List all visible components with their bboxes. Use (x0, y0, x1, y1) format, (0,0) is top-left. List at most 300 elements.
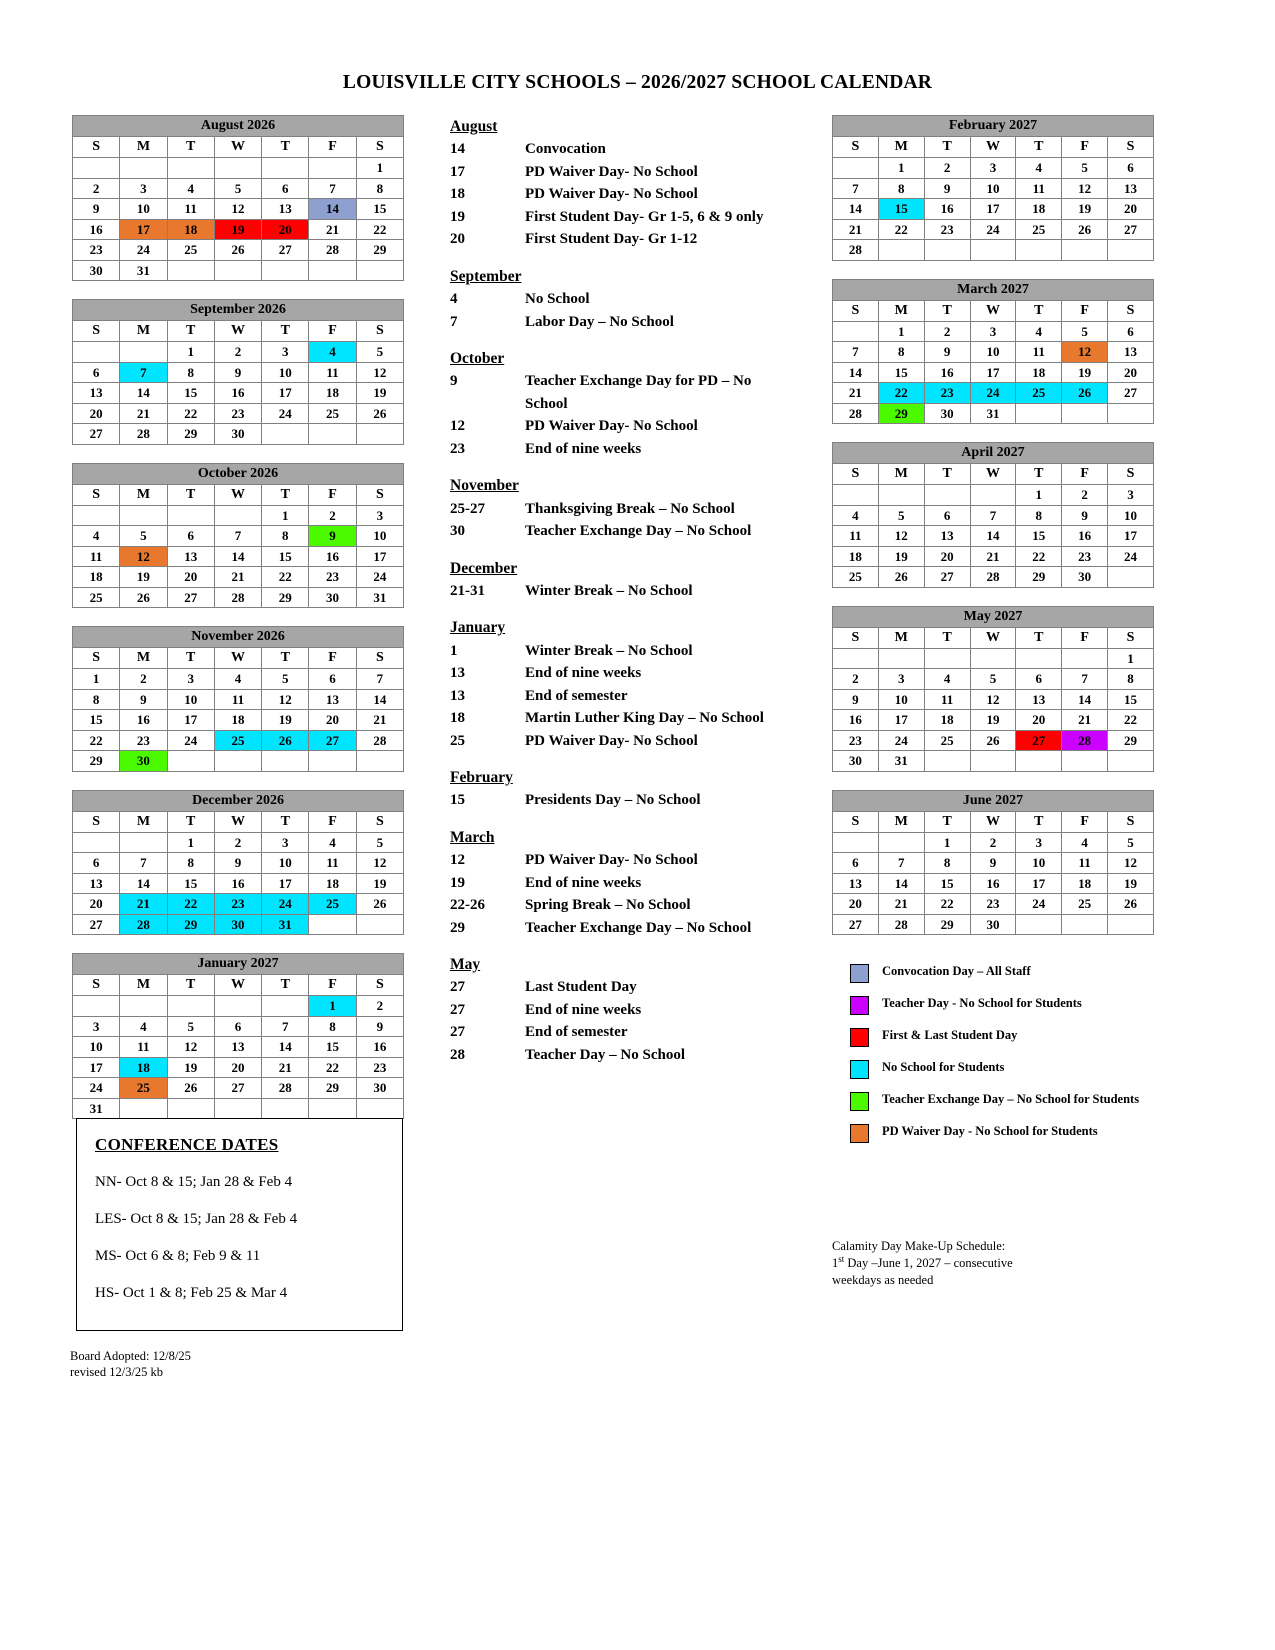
calendar-day: 22 (262, 567, 309, 588)
calendar-day: 7 (262, 1016, 309, 1037)
note-description: End of nine weeks (525, 1001, 642, 1018)
calendar-week-row (73, 1016, 404, 1037)
board-adopted-line: Board Adopted: 12/8/25 (70, 1349, 191, 1363)
calendar-day-highlighted: 18 (167, 219, 214, 240)
calendar-week-row (73, 526, 404, 547)
calendar-week-row (73, 383, 404, 404)
day-of-week-header: S (833, 137, 879, 158)
calendar-empty-cell (73, 342, 120, 363)
calendar-day: 6 (309, 669, 356, 690)
calendar-empty-cell (214, 996, 261, 1017)
calendar-day: 11 (120, 1037, 167, 1058)
legend-color-swatch (850, 996, 869, 1015)
revised-line: revised 12/3/25 kb (70, 1365, 164, 1379)
day-of-week-header: T (167, 975, 214, 996)
calendar-day: 28 (356, 730, 403, 751)
calendar-empty-cell (167, 158, 214, 179)
calendar-day-highlighted: 26 (262, 730, 309, 751)
calendar-day: 28 (309, 240, 356, 261)
day-of-week-header: F (309, 321, 356, 342)
calendar-day: 2 (924, 158, 970, 179)
calendar-day: 7 (970, 505, 1016, 526)
calendar-day: 27 (262, 240, 309, 261)
calendar-day-highlighted: 23 (924, 383, 970, 404)
calendar-day: 16 (924, 199, 970, 220)
calendar-empty-cell (1108, 914, 1154, 935)
calendar-day: 18 (1016, 362, 1062, 383)
day-of-week-header: T (924, 464, 970, 485)
calendar-day: 2 (214, 342, 261, 363)
legend-color-swatch (850, 1124, 869, 1143)
calendar-day: 5 (1062, 158, 1108, 179)
calendar-day: 19 (1062, 362, 1108, 383)
day-of-week-header: M (878, 464, 924, 485)
note-entry (450, 138, 780, 161)
note-description: PD Waiver Day- No School (525, 186, 698, 203)
day-of-week-header: S (833, 300, 879, 321)
calendar-day-highlighted: 28 (1062, 730, 1108, 751)
calendar-day: 26 (120, 587, 167, 608)
calendar-week-row (833, 832, 1154, 853)
calendar-day: 23 (970, 894, 1016, 915)
month-calendar (72, 790, 404, 936)
day-of-week-header: T (262, 484, 309, 505)
calendar-day: 27 (214, 1078, 261, 1099)
note-description: Convocation (525, 141, 606, 158)
calendar-day: 28 (214, 587, 261, 608)
calendar-day: 3 (73, 1016, 120, 1037)
note-entry (450, 1044, 780, 1067)
day-of-week-header: T (1016, 300, 1062, 321)
calendar-day: 12 (167, 1037, 214, 1058)
calendar-week-row (833, 178, 1154, 199)
legend-label: Convocation Day – All Staff (882, 964, 1031, 978)
month-calendar (72, 626, 404, 772)
note-date: 9 (450, 373, 458, 390)
calendar-week-row (73, 505, 404, 526)
day-of-week-header: W (970, 300, 1016, 321)
day-of-week-header: T (1016, 137, 1062, 158)
calendar-day-highlighted: 25 (1016, 383, 1062, 404)
calendar-day: 28 (833, 403, 879, 424)
note-date: 23 (450, 440, 465, 457)
note-entry (450, 976, 780, 999)
calendar-day: 23 (356, 1057, 403, 1078)
calendar-week-row (73, 873, 404, 894)
calendar-day: 10 (970, 342, 1016, 363)
calendar-day: 5 (878, 505, 924, 526)
page-title: LOUISVILLE CITY SCHOOLS – 2026/2027 SCHOOL CALENDAR (342, 72, 933, 93)
calendar-week-row (833, 546, 1154, 567)
day-of-week-header: S (1108, 300, 1154, 321)
calendar-day: 13 (1016, 689, 1062, 710)
calendar-day: 17 (73, 1057, 120, 1078)
day-of-week-header: S (356, 321, 403, 342)
calendar-day: 8 (167, 853, 214, 874)
note-date: 13 (450, 665, 465, 681)
calendar-day: 23 (924, 219, 970, 240)
calendar-empty-cell (878, 648, 924, 669)
note-description: Winter Break – No School (525, 642, 693, 659)
calendar-day: 15 (356, 199, 403, 220)
calendar-day: 9 (1062, 505, 1108, 526)
conference-date-line: NN- Oct 8 & 15; Jan 28 & Feb 4 (95, 1174, 293, 1190)
calendar-day: 12 (1108, 853, 1154, 874)
conference-dates-box (76, 1118, 403, 1331)
calendar-day: 25 (1016, 219, 1062, 240)
calendar-day: 8 (878, 178, 924, 199)
calendar-day: 30 (1062, 567, 1108, 588)
calendar-day: 19 (1108, 873, 1154, 894)
calendar-empty-cell (309, 1098, 356, 1119)
calendar-day: 31 (356, 587, 403, 608)
day-of-week-header: F (1062, 627, 1108, 648)
calendar-day: 6 (73, 853, 120, 874)
calendar-day: 1 (1016, 485, 1062, 506)
calendar-week-row (73, 730, 404, 751)
calendar-day: 13 (309, 689, 356, 710)
calendar-day: 23 (73, 240, 120, 261)
calendar-empty-cell (120, 996, 167, 1017)
calendar-day: 1 (1108, 648, 1154, 669)
calendar-week-row (73, 424, 404, 445)
note-entry (450, 640, 780, 663)
calendar-day: 1 (878, 321, 924, 342)
calendar-day: 4 (833, 505, 879, 526)
note-date: 15 (450, 792, 465, 809)
calendar-column-right (832, 115, 1154, 953)
calendar-day: 8 (167, 362, 214, 383)
calendar-day: 20 (167, 567, 214, 588)
calendar-day: 14 (356, 689, 403, 710)
calendar-day: 21 (262, 1057, 309, 1078)
calendar-day-highlighted: 19 (214, 219, 261, 240)
calendar-day: 6 (833, 853, 879, 874)
calendar-day: 15 (1108, 689, 1154, 710)
note-entry (450, 498, 780, 521)
note-date: 19 (450, 208, 465, 225)
day-of-week-header: F (1062, 300, 1108, 321)
calendar-day: 21 (878, 894, 924, 915)
day-of-week-header: S (833, 464, 879, 485)
calendar-empty-cell (878, 240, 924, 261)
note-description: End of nine weeks (525, 665, 642, 681)
calendar-day: 16 (309, 546, 356, 567)
calendar-day: 18 (309, 383, 356, 404)
calendar-day: 27 (924, 567, 970, 588)
calendar-empty-cell (356, 1098, 403, 1119)
note-description: Teacher Day – No School (525, 1046, 686, 1063)
day-of-week-header: W (214, 484, 261, 505)
note-date: 29 (450, 919, 465, 936)
day-of-week-header: T (924, 811, 970, 832)
calendar-day-highlighted: 26 (1062, 383, 1108, 404)
calamity-line-3: weekdays as needed (832, 1272, 934, 1287)
calendar-empty-cell (970, 751, 1016, 772)
day-of-week-header: F (309, 648, 356, 669)
calendar-day: 18 (214, 710, 261, 731)
month-title: November 2026 (73, 627, 404, 648)
conference-date-line: MS- Oct 6 & 8; Feb 9 & 11 (95, 1248, 261, 1264)
calendar-week-row (833, 710, 1154, 731)
calendar-empty-cell (262, 158, 309, 179)
calendar-day: 15 (167, 383, 214, 404)
conference-date-line: LES- Oct 8 & 15; Jan 28 & Feb 4 (95, 1211, 298, 1227)
calendar-day: 13 (262, 199, 309, 220)
day-of-week-header: S (356, 811, 403, 832)
note-date: 12 (450, 852, 465, 868)
day-of-week-header: T (167, 484, 214, 505)
calendar-day-highlighted: 31 (262, 914, 309, 935)
calendar-day: 11 (1016, 342, 1062, 363)
note-date: 14 (450, 141, 465, 158)
day-of-week-header: M (878, 300, 924, 321)
day-of-week-header: T (924, 627, 970, 648)
calendar-day: 3 (262, 832, 309, 853)
calendar-day: 14 (120, 873, 167, 894)
calendar-day: 14 (970, 526, 1016, 547)
month-title: May 2027 (833, 606, 1154, 627)
day-of-week-header: T (262, 137, 309, 158)
calendar-day: 30 (924, 403, 970, 424)
calendar-day-highlighted: 27 (1016, 730, 1062, 751)
calendar-day: 23 (833, 730, 879, 751)
day-of-week-header: T (1016, 627, 1062, 648)
calendar-day: 29 (262, 587, 309, 608)
day-of-week-header: W (214, 648, 261, 669)
calendar-day: 9 (833, 689, 879, 710)
footer-notes (70, 1348, 191, 1380)
calendar-day: 15 (167, 873, 214, 894)
calendar-empty-cell (262, 1098, 309, 1119)
note-entry (450, 789, 780, 812)
calendar-day: 12 (262, 689, 309, 710)
calendar-day: 26 (1062, 219, 1108, 240)
calendar-day: 10 (1016, 853, 1062, 874)
calendar-day: 30 (309, 587, 356, 608)
note-entry (450, 685, 780, 708)
calendar-day: 3 (970, 321, 1016, 342)
calendar-day-highlighted: 7 (120, 362, 167, 383)
calendar-day: 1 (356, 158, 403, 179)
day-of-week-header: T (924, 137, 970, 158)
calendar-empty-cell (120, 1098, 167, 1119)
calendar-day: 2 (73, 178, 120, 199)
calendar-day-highlighted: 24 (262, 894, 309, 915)
calendar-week-row (833, 383, 1154, 404)
calendar-day: 17 (262, 383, 309, 404)
day-of-week-header: W (970, 464, 1016, 485)
calendar-empty-cell (356, 260, 403, 281)
calendar-week-row (833, 199, 1154, 220)
conference-dates-title: CONFERENCE DATES (95, 1135, 279, 1154)
day-of-week-header: W (970, 137, 1016, 158)
calendar-day: 5 (970, 669, 1016, 690)
calendar-day: 6 (73, 362, 120, 383)
calendar-day: 8 (309, 1016, 356, 1037)
calendar-week-row (73, 689, 404, 710)
calendar-empty-cell (356, 914, 403, 935)
calendar-day: 11 (833, 526, 879, 547)
note-date: 27 (450, 979, 465, 996)
calendar-day: 6 (167, 526, 214, 547)
day-of-week-header: M (120, 648, 167, 669)
calendar-day: 4 (924, 669, 970, 690)
calendar-day: 1 (262, 505, 309, 526)
calendar-day: 25 (309, 403, 356, 424)
day-of-week-header: S (356, 484, 403, 505)
calendar-day: 7 (356, 669, 403, 690)
calendar-week-row (73, 710, 404, 731)
day-of-week-header: M (120, 811, 167, 832)
calendar-day: 22 (167, 403, 214, 424)
calendar-empty-cell (73, 832, 120, 853)
calendar-day: 15 (262, 546, 309, 567)
calendar-empty-cell (73, 505, 120, 526)
note-description: End of nine weeks (525, 874, 642, 891)
calendar-day: 12 (970, 689, 1016, 710)
calendar-day: 26 (970, 730, 1016, 751)
conference-date-line: HS- Oct 1 & 8; Feb 25 & Mar 4 (95, 1285, 288, 1301)
calendar-week-row (73, 546, 404, 567)
calendar-day: 10 (878, 689, 924, 710)
calendar-week-row (73, 403, 404, 424)
calendar-day: 3 (356, 505, 403, 526)
calendar-empty-cell (1062, 751, 1108, 772)
calendar-day: 20 (833, 894, 879, 915)
day-of-week-header: F (1062, 137, 1108, 158)
calendar-day: 16 (214, 383, 261, 404)
calendar-empty-cell (262, 751, 309, 772)
calendar-day: 5 (214, 178, 261, 199)
calendar-week-row (833, 567, 1154, 588)
calendar-day: 10 (73, 1037, 120, 1058)
calendar-day-highlighted: 17 (120, 219, 167, 240)
calendar-empty-cell (356, 424, 403, 445)
month-calendar (832, 442, 1154, 588)
calendar-day: 21 (833, 383, 879, 404)
calendar-day: 25 (73, 587, 120, 608)
calendar-day: 10 (262, 362, 309, 383)
calendar-day: 27 (1108, 219, 1154, 240)
calendar-day: 26 (356, 894, 403, 915)
calendar-day: 13 (167, 546, 214, 567)
month-calendar (72, 299, 404, 445)
calendar-empty-cell (120, 158, 167, 179)
calendar-column-left (72, 115, 404, 1137)
day-of-week-header: S (833, 627, 879, 648)
calendar-day: 8 (356, 178, 403, 199)
calendar-day: 2 (833, 669, 879, 690)
day-of-week-header: T (262, 648, 309, 669)
calendar-day: 29 (356, 240, 403, 261)
calendar-day: 8 (73, 689, 120, 710)
calendar-day: 2 (356, 996, 403, 1017)
calendar-day: 31 (73, 1098, 120, 1119)
calendar-empty-cell (120, 832, 167, 853)
calendar-empty-cell (120, 505, 167, 526)
note-date: 20 (450, 231, 465, 248)
calendar-day: 30 (73, 260, 120, 281)
calendar-day: 29 (309, 1078, 356, 1099)
calendar-day-highlighted: 25 (214, 730, 261, 751)
calendar-day: 31 (878, 751, 924, 772)
month-calendar (72, 115, 404, 281)
calendar-empty-cell (1062, 648, 1108, 669)
calendar-week-row (833, 648, 1154, 669)
note-date: 21-31 (450, 582, 485, 599)
calendar-day: 7 (1062, 669, 1108, 690)
calendar-week-row (73, 669, 404, 690)
day-of-week-header: S (73, 648, 120, 669)
calendar-day: 22 (1108, 710, 1154, 731)
notes-month-heading: January (450, 619, 506, 637)
calendar-day: 19 (120, 567, 167, 588)
calendar-day: 6 (1108, 321, 1154, 342)
day-of-week-header: F (1062, 464, 1108, 485)
calendar-day: 11 (73, 546, 120, 567)
legend-label: No School for Students (882, 1060, 1005, 1074)
calendar-empty-cell (262, 260, 309, 281)
calendar-empty-cell (1108, 751, 1154, 772)
day-of-week-header: T (1016, 811, 1062, 832)
calamity-day-note (832, 1238, 1013, 1288)
calendar-day: 11 (924, 689, 970, 710)
calendar-day: 24 (878, 730, 924, 751)
calendar-day: 22 (73, 730, 120, 751)
calendar-week-row (833, 751, 1154, 772)
calendar-day: 20 (1108, 362, 1154, 383)
calendar-empty-cell (924, 751, 970, 772)
calendar-day: 19 (356, 873, 403, 894)
calendar-day: 10 (356, 526, 403, 547)
calendar-day: 21 (833, 219, 879, 240)
day-of-week-header: F (309, 811, 356, 832)
month-title: June 2027 (833, 790, 1154, 811)
calendar-day: 14 (120, 383, 167, 404)
calendar-empty-cell (309, 158, 356, 179)
calendar-day: 18 (924, 710, 970, 731)
calendar-week-row (833, 526, 1154, 547)
calendar-empty-cell (924, 648, 970, 669)
legend-item (850, 1059, 1160, 1079)
calendar-day: 7 (120, 853, 167, 874)
calendar-week-row (73, 342, 404, 363)
calendar-day: 17 (167, 710, 214, 731)
note-description: Martin Luther King Day – No School (525, 710, 764, 726)
calendar-day-highlighted: 15 (878, 199, 924, 220)
calendar-day: 11 (167, 199, 214, 220)
notes-month-heading: November (450, 477, 519, 495)
day-of-week-header: M (878, 811, 924, 832)
note-date: 12 (450, 418, 465, 435)
calendar-day: 25 (1062, 894, 1108, 915)
calendar-empty-cell (878, 832, 924, 853)
note-entry (450, 580, 780, 603)
legend-color-swatch (850, 1060, 869, 1079)
note-date: 18 (450, 186, 465, 203)
note-description: Labor Day – No School (525, 313, 674, 330)
calendar-day: 30 (970, 914, 1016, 935)
calendar-day: 5 (120, 526, 167, 547)
calendar-empty-cell (309, 260, 356, 281)
calendar-day: 26 (1108, 894, 1154, 915)
calendar-day: 6 (1016, 669, 1062, 690)
note-entry (450, 206, 780, 229)
calendar-day: 21 (120, 403, 167, 424)
calendar-day: 8 (1016, 505, 1062, 526)
calendar-day: 4 (1016, 158, 1062, 179)
